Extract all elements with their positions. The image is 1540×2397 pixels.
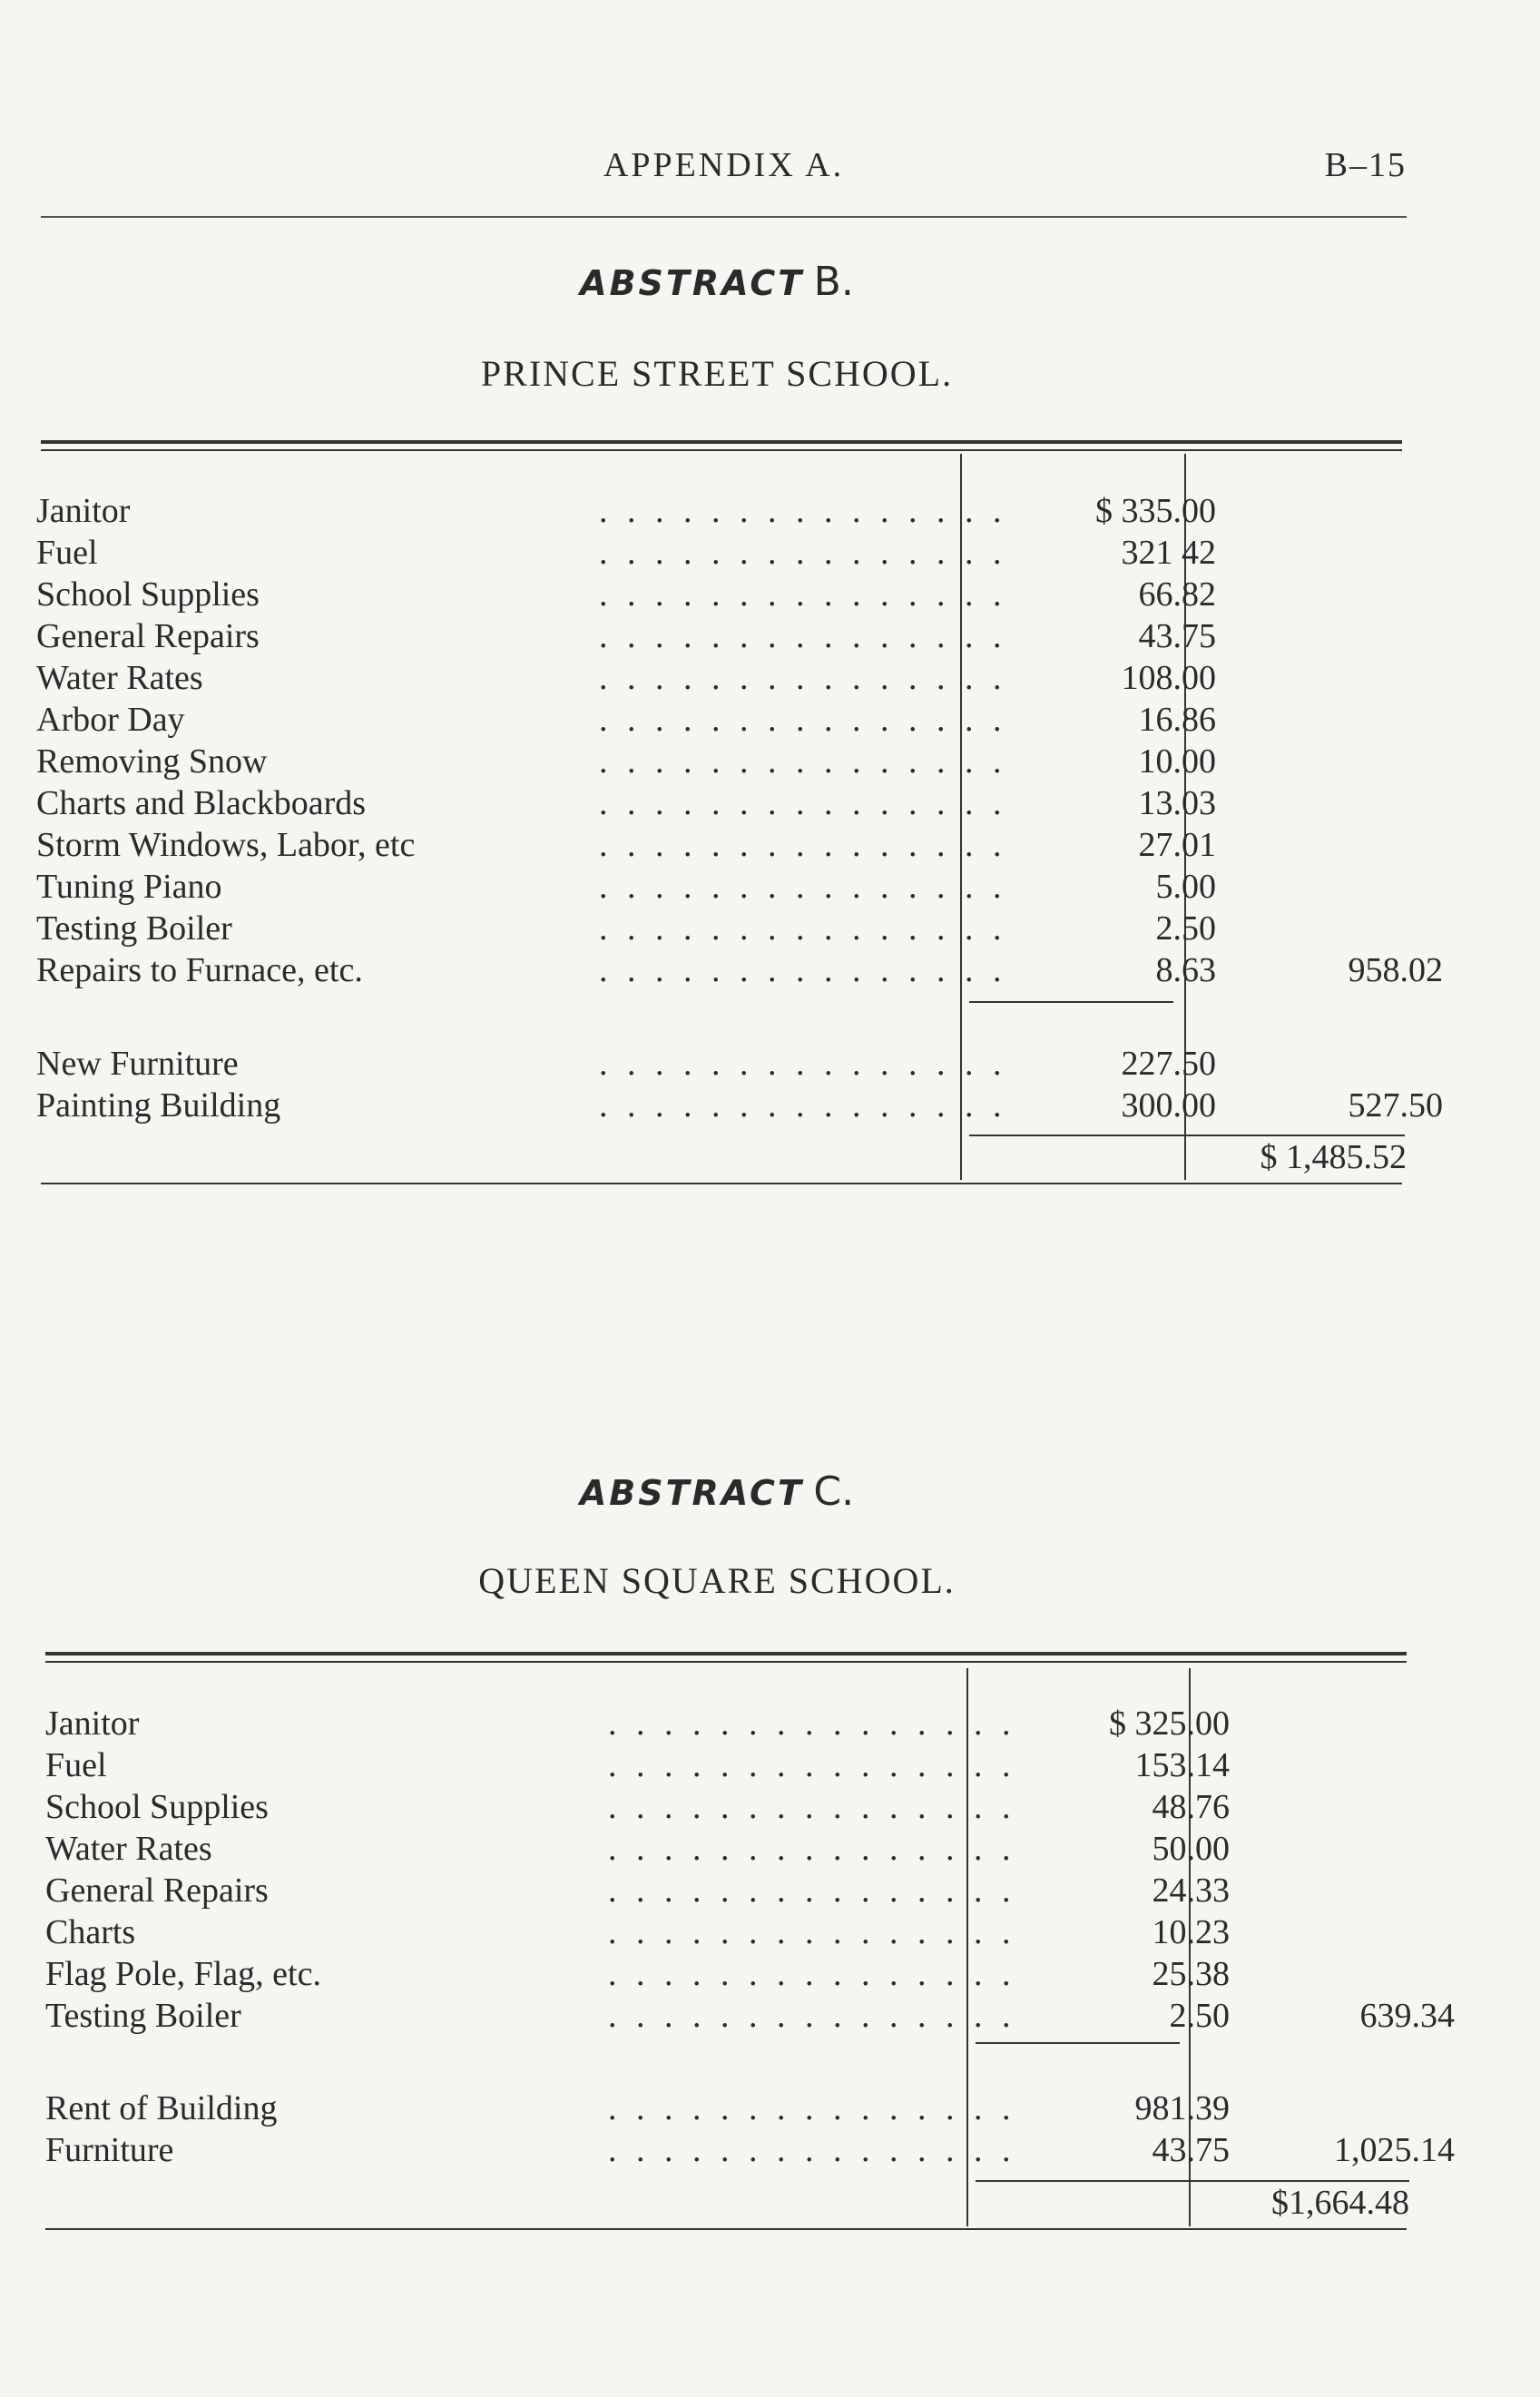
header-rule xyxy=(41,216,1407,218)
abstract-b-school: PRINCE STREET SCHOOL. xyxy=(480,353,954,394)
leader-dots: . . . . . . . . . . . . . . . xyxy=(599,868,1007,906)
row-label: Arbor Day xyxy=(36,701,185,739)
table-row xyxy=(45,1703,1411,1744)
row-label: Fuel xyxy=(36,534,98,572)
table-row xyxy=(45,1828,1411,1870)
leader-dots: . . . . . . . . . . . . . . . xyxy=(599,534,1007,572)
abstract-c-heading xyxy=(0,1469,1434,1515)
leader-dots: . . . . . . . . . . . . . . . xyxy=(599,951,1007,989)
table-row xyxy=(45,1786,1411,1828)
table-row xyxy=(36,1085,1443,1126)
row-subtotal: 1,025.14 xyxy=(1334,2131,1455,2169)
leader-dots: . . . . . . . . . . . . . . . xyxy=(608,1830,1016,1868)
leader-dots: . . . . . . . . . . . . . . . xyxy=(599,1045,1007,1083)
table-row xyxy=(45,2129,1455,2171)
row-amount: 5.00 xyxy=(1155,868,1216,906)
row-label: New Furniture xyxy=(36,1045,239,1083)
row-label: Testing Boiler xyxy=(36,909,232,948)
row-amount: 48.76 xyxy=(1152,1788,1230,1826)
table-row xyxy=(36,657,1407,699)
row-amount: 300.00 xyxy=(1121,1086,1216,1125)
row-label: Charts and Blackboards xyxy=(36,784,367,822)
row-label: School Supplies xyxy=(45,1788,269,1826)
abstract-b-subtotal-rule-1 xyxy=(969,1001,1173,1003)
row-amount: 153.14 xyxy=(1134,1746,1230,1784)
leader-dots: . . . . . . . . . . . . . . . xyxy=(608,1913,1016,1951)
row-amount: 321 42 xyxy=(1121,534,1216,572)
abstract-c-top-rule xyxy=(45,1652,1407,1655)
row-label: Water Rates xyxy=(36,659,203,697)
leader-dots: . . . . . . . . . . . . . . . xyxy=(599,701,1007,739)
abstract-c-bottom-rule xyxy=(45,2228,1407,2230)
abstract-b-bottom-rule xyxy=(41,1183,1402,1184)
row-label: Painting Building xyxy=(36,1086,281,1125)
table-row xyxy=(36,699,1407,741)
leader-dots: . . . . . . . . . . . . . . . xyxy=(599,742,1007,781)
row-amount: 66.82 xyxy=(1138,575,1216,614)
abstract-c-subtotal-rule-1 xyxy=(976,2042,1180,2044)
row-label: General Repairs xyxy=(36,617,260,655)
table-row xyxy=(36,949,1443,991)
table-row xyxy=(45,2088,1411,2129)
row-amount: 24.33 xyxy=(1152,1871,1230,1910)
row-label: Water Rates xyxy=(45,1830,212,1868)
row-label: Janitor xyxy=(45,1704,140,1743)
leader-dots: . . . . . . . . . . . . . . . xyxy=(608,2131,1016,2169)
table-row xyxy=(36,532,1407,574)
leader-dots: . . . . . . . . . . . . . . . xyxy=(608,1997,1016,2035)
row-label: General Repairs xyxy=(45,1871,269,1910)
leader-dots: . . . . . . . . . . . . . . . xyxy=(599,575,1007,614)
leader-dots: . . . . . . . . . . . . . . . xyxy=(599,492,1007,530)
row-label: Flag Pole, Flag, etc. xyxy=(45,1955,321,1993)
abstract-c-heading-letter: C. xyxy=(813,1469,855,1515)
table-row xyxy=(45,1995,1455,2037)
page-title: APPENDIX A. xyxy=(603,146,845,184)
row-amount: 2.50 xyxy=(1155,909,1216,948)
leader-dots: . . . . . . . . . . . . . . . xyxy=(608,1788,1016,1826)
table-row xyxy=(36,866,1407,908)
abstract-b-total: $ 1,485.52 xyxy=(1260,1138,1407,1176)
abstract-b-heading xyxy=(0,259,1434,305)
row-amount: 227.50 xyxy=(1121,1045,1216,1083)
row-amount: 10.00 xyxy=(1138,742,1216,781)
row-amount: 25.38 xyxy=(1152,1955,1230,1993)
row-label: Storm Windows, Labor, etc xyxy=(36,826,416,864)
leader-dots: . . . . . . . . . . . . . . . xyxy=(608,1704,1016,1743)
leader-dots: . . . . . . . . . . . . . . . xyxy=(599,617,1007,655)
leader-dots: . . . . . . . . . . . . . . . xyxy=(599,826,1007,864)
row-amount: 16.86 xyxy=(1138,701,1216,739)
row-amount: 13.03 xyxy=(1138,784,1216,822)
row-subtotal: 527.50 xyxy=(1348,1086,1443,1125)
abstract-b-heading-letter: B. xyxy=(813,259,854,305)
table-row xyxy=(36,908,1407,949)
table-row xyxy=(36,1043,1407,1085)
row-label: Testing Boiler xyxy=(45,1997,241,2035)
page-number: B–15 xyxy=(1324,146,1407,184)
leader-dots: . . . . . . . . . . . . . . . xyxy=(599,784,1007,822)
row-subtotal: 958.02 xyxy=(1348,951,1443,989)
table-row xyxy=(45,1870,1411,1911)
row-label: Fuel xyxy=(45,1746,107,1784)
page-header xyxy=(41,145,1407,200)
row-label: Tuning Piano xyxy=(36,868,222,906)
table-row xyxy=(36,741,1407,782)
abstract-c-school: QUEEN SQUARE SCHOOL. xyxy=(478,1560,956,1601)
leader-dots: . . . . . . . . . . . . . . . xyxy=(599,1086,1007,1125)
row-subtotal: 639.34 xyxy=(1359,1997,1455,2035)
leader-dots: . . . . . . . . . . . . . . . xyxy=(608,2089,1016,2127)
row-amount: 2.50 xyxy=(1169,1997,1230,2035)
leader-dots: . . . . . . . . . . . . . . . xyxy=(608,1871,1016,1910)
row-amount: 50.00 xyxy=(1152,1830,1230,1868)
leader-dots: . . . . . . . . . . . . . . . xyxy=(608,1746,1016,1784)
table-row xyxy=(36,574,1407,615)
table-row xyxy=(45,1953,1411,1995)
abstract-b-top-rule xyxy=(41,440,1402,444)
abstract-b-heading-word: ABSTRACT xyxy=(580,263,805,303)
row-amount: 10.23 xyxy=(1152,1913,1230,1951)
table-row xyxy=(45,1744,1411,1786)
row-amount: $ 335.00 xyxy=(1095,492,1216,530)
row-label: Removing Snow xyxy=(36,742,268,781)
row-amount: 27.01 xyxy=(1138,826,1216,864)
row-amount: 108.00 xyxy=(1121,659,1216,697)
table-row xyxy=(36,615,1407,657)
table-row xyxy=(36,782,1407,824)
row-amount: 8.63 xyxy=(1155,951,1216,989)
leader-dots: . . . . . . . . . . . . . . . xyxy=(608,1955,1016,1993)
row-amount: $ 325.00 xyxy=(1109,1704,1230,1743)
row-label: Furniture xyxy=(45,2131,174,2169)
table-row xyxy=(36,824,1407,866)
row-label: Repairs to Furnace, etc. xyxy=(36,951,363,989)
row-amount: 981.39 xyxy=(1134,2089,1230,2127)
table-row xyxy=(36,490,1407,532)
abstract-c-total: $1,664.48 xyxy=(1271,2184,1409,2222)
leader-dots: . . . . . . . . . . . . . . . xyxy=(599,659,1007,697)
leader-dots: . . . . . . . . . . . . . . . xyxy=(599,909,1007,948)
row-amount: 43.75 xyxy=(1152,2131,1230,2169)
row-label: School Supplies xyxy=(36,575,260,614)
table-row xyxy=(45,1911,1411,1953)
row-label: Rent of Building xyxy=(45,2089,278,2127)
row-label: Charts xyxy=(45,1913,136,1951)
row-amount: 43.75 xyxy=(1138,617,1216,655)
abstract-c-heading-word: ABSTRACT xyxy=(579,1473,804,1513)
row-label: Janitor xyxy=(36,492,131,530)
